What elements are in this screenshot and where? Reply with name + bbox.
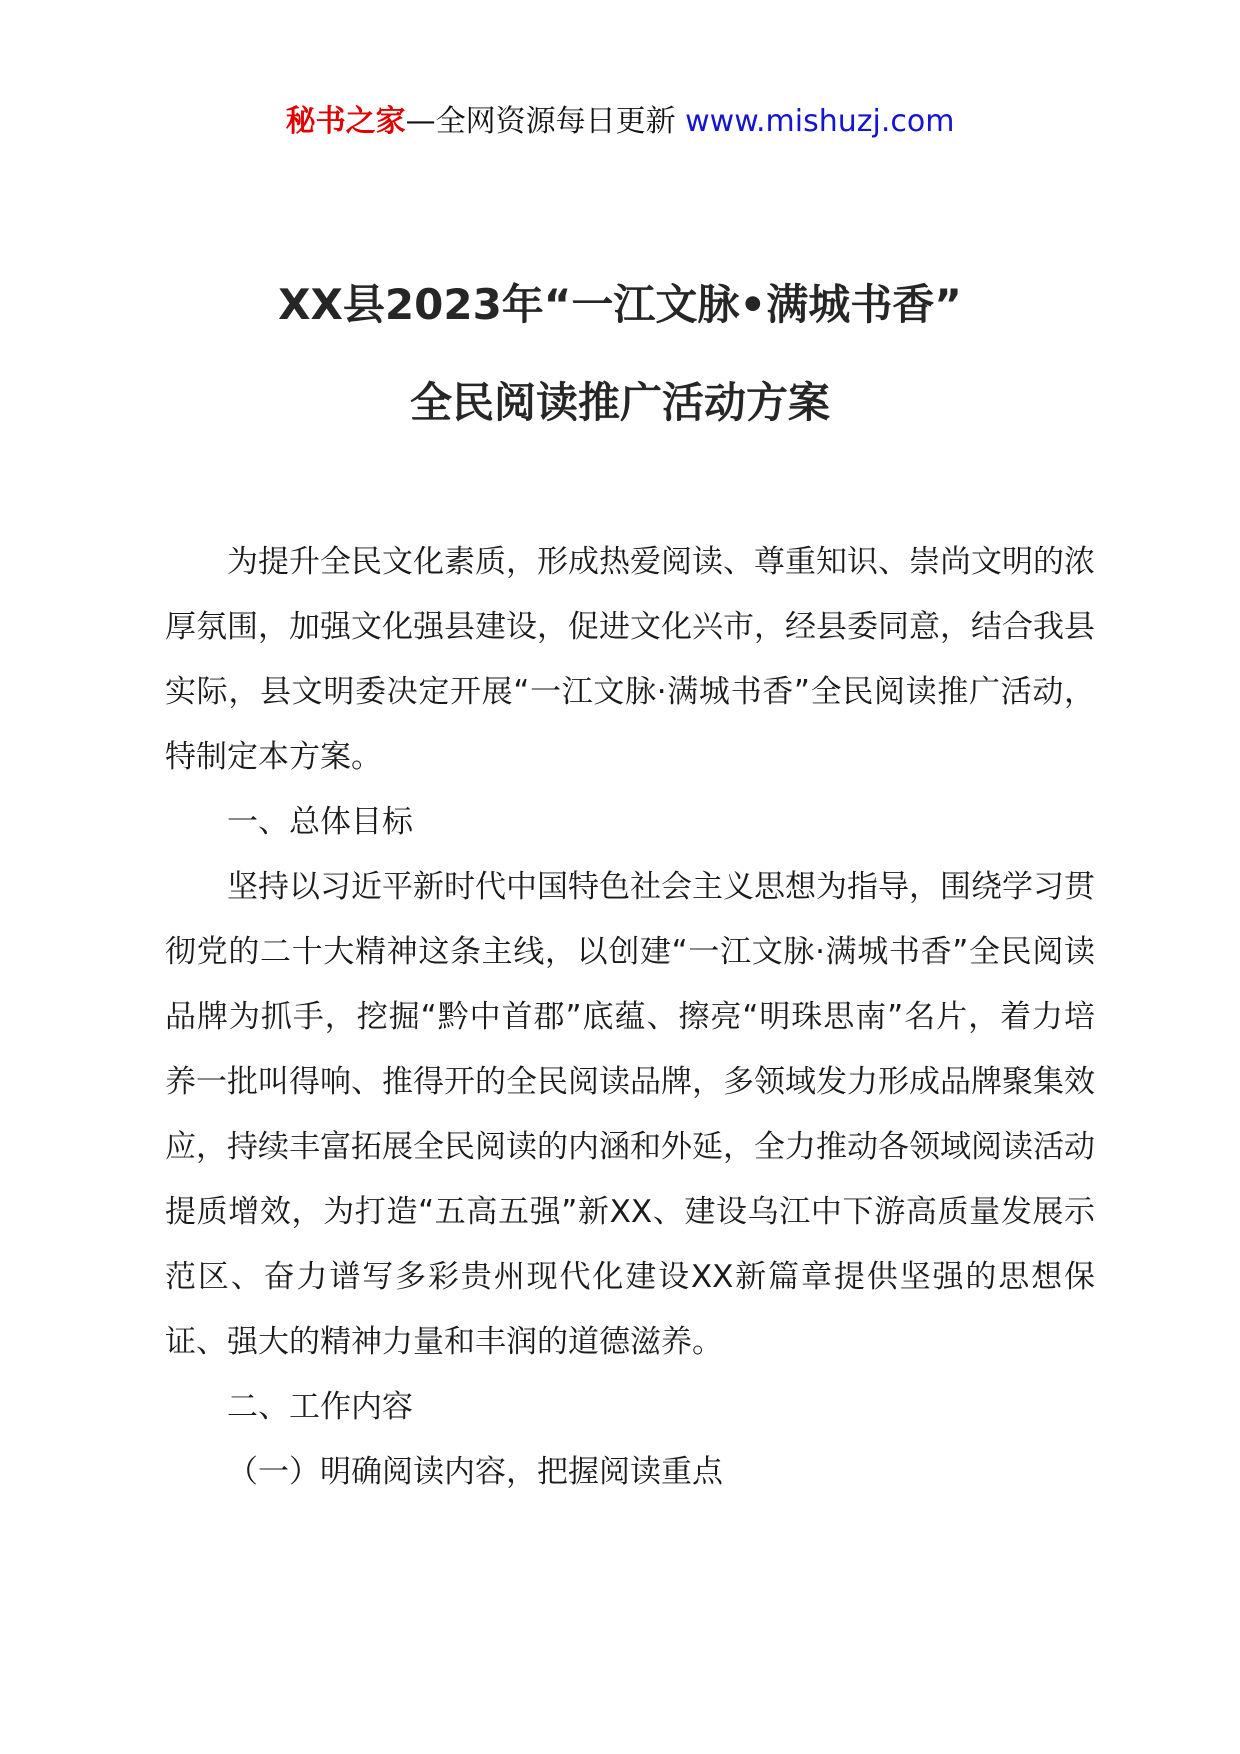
section-heading-work: 二、工作内容 (227, 1389, 413, 1425)
document-title-line-2: 全民阅读推广活动方案 (409, 378, 830, 427)
site-header (0, 100, 1240, 144)
section-heading-goals: 一、总体目标 (227, 804, 413, 840)
document-body (165, 530, 1095, 1505)
site-tagline: —全网资源每日更新 (405, 104, 686, 139)
goals-paragraph: 坚持以习近平新时代中国特色社会主义思想为指导，围绕学习贯彻党的二十大精神这条主线，以创建“一江文脉·满城书香”全民阅读品牌为抓手，挖掘“黔中首郡”底蕴、擦亮“明珠思南”名片，着力培养一批叫得响、推得开的全民阅读品牌，多领域发力形成品牌聚集效应，持续丰富拓展全民阅读的内涵和外延，全力推动各领域阅读活动提质增效，为打造“五高五强”新XX、建设乌江中下游高质量发展示范区、奋力谱写多彩贵州现代化建设XX新篇章提供坚强的思想保证、强大的精神力量和丰润的道德滋养。 (165, 869, 1095, 1360)
site-url-link[interactable]: www.mishuzj.com (685, 104, 955, 139)
site-brand: 秘书之家 (285, 104, 406, 139)
subsection-heading-reading: （一）明确阅读内容，把握阅读重点 (227, 1454, 723, 1490)
intro-paragraph: 为提升全民文化素质，形成热爱阅读、尊重知识、崇尚文明的浓厚氛围，加强文化强县建设，促进文化兴市，经县委同意，结合我县实际，县文明委决定开展“一江文脉·满城书香”全民阅读推广活动，特制定本方案。 (165, 544, 1095, 775)
document-title-line-1: XX县2023年“一江文脉•满城书香” (278, 280, 962, 329)
